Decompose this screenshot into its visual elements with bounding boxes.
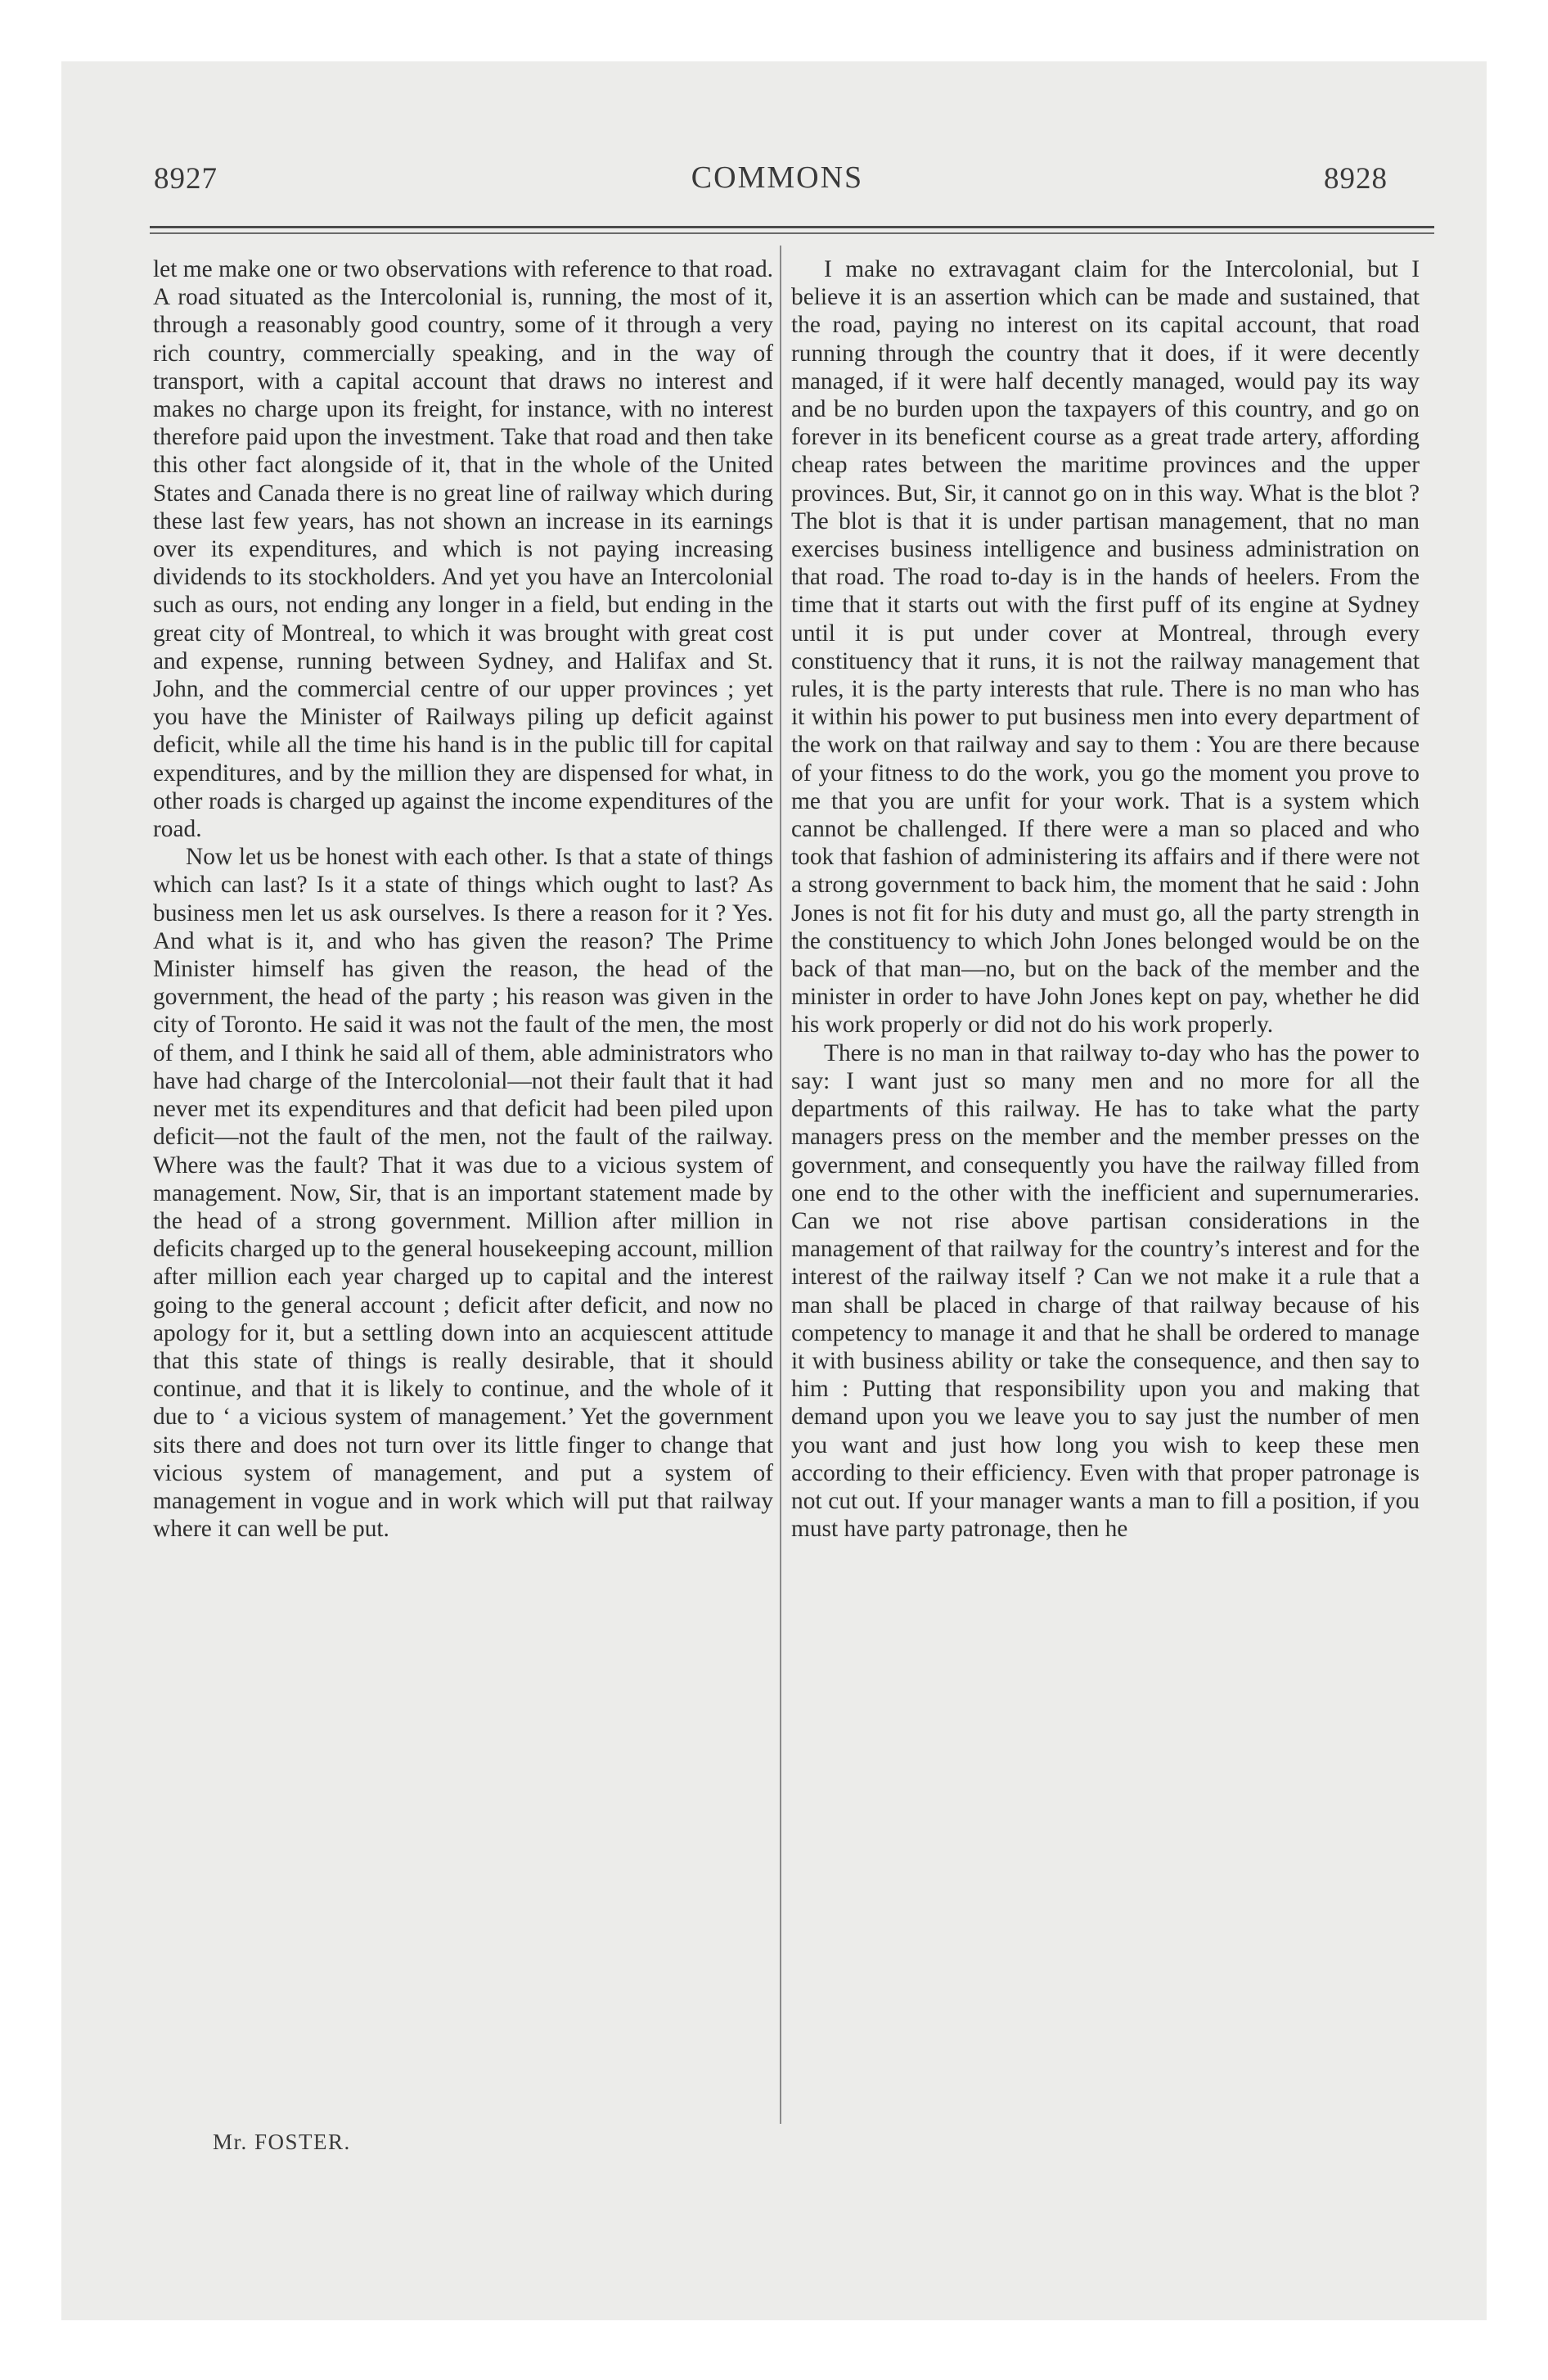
right-paragraph-1: I make no extravagant claim for the Intercolonial, but I believe it is an assertion which can be made and sustained, that the road, paying no interest on its capital account, that road running through the country that it does, if it were decently managed, if it were half decently managed, would pay its way and be no burden upon the taxpayers of this country, and go on forever in its beneficent course as a great trade artery, affording cheap rates between the maritime provinces and the upper provinces. But, Sir, it cannot go on in this way. What is the blot ? The blot is that it is under partisan management, that no man exercises business intelligence and business administration on that road. The road to-day is in the hands of heelers. From the time that it starts out with the first puff of its engine at Sydney until it is put under cover at Montreal, through every constituency that it runs, it is not the railway management that rules, it is the party interests that rule. There is no man who has it within his power to put business men into every department of the work on that railway and say to them : You are there because of your fitness to do the work, you go the moment you prove to me that you are unfit for your work. That is a system which cannot be challenged. If there were a man so placed and who took that fashion of administering its affairs and if there were not a strong government to back him, the moment that he said : John Jones is not fit for his duty and must go, all the party strength in the constituency to which John Jones belonged would be on the back of that man—no, but on the back of the member and the minister in order to have John Jones kept on pay, whether he did his work properly or did not do his work properly.: [791, 256, 1420, 1039]
right-column: [791, 255, 1420, 1543]
running-head-title: COMMONS: [691, 160, 864, 195]
column-divider: [780, 246, 781, 2124]
right-paragraph-2: There is no man in that railway to-day who has the power to say: I want just so many men and no more for all the departments of this railway. He has to take what the party managers press on the member and the member presses on the government, and consequently you have the railway filled from one end to the other with the inefficient and supernumeraries. Can we not rise above partisan considerations in the management of that railway for the country’s interest and for the interest of the railway itself ? Can we not make it a rule that a man shall be placed in charge of that railway because of his competency to manage it and that he shall be ordered to manage it with business ability or take the consequence, and then say to him : Putting that responsibility upon you and making that demand upon you we leave you to say just the number of men you want and just how long you wish to keep these men according to their efficiency. Even with that proper patronage is not cut out. If your manager wants a man to fill a position, if you must have party patronage, then he: [791, 1039, 1420, 1543]
header-rule: [150, 226, 1434, 228]
header-rule-secondary: [150, 232, 1434, 234]
left-paragraph-1: let me make one or two observations with reference to that road. A road situated as the Intercolonial is, running, the most of it, through a reasonably good country, some of it through a very rich country, commercially speaking, and in the way of transport, with a capital account that draws no interest and makes no charge upon its freight, for instance, with no interest therefore paid upon the investment. Take that road and then take this other fact alongside of it, that in the whole of the United States and Canada there is no great line of railway which during these last few years, has not shown an increase in its earnings over its expenditures, and which is not paying increasing dividends to its stockholders. And yet you have an Intercolonial such as ours, not ending any longer in a field, but ending in the great city of Montreal, to which it was brought with great cost and expense, running between Sydney, and Halifax and St. John, and the commercial centre of our upper provinces ; yet you have the Minister of Railways piling up deficit against deficit, while all the time his hand is in the public till for capital expenditures, and by the million they are dispensed for what, in other roads is charged up against the income expenditures of the road.: [153, 256, 773, 843]
speaker-footer: Mr. FOSTER.: [213, 2130, 351, 2154]
left-paragraph-2: Now let us be honest with each other. Is that a state of things which can last? Is it a state of things which ought to last? As business men let us ask ourselves. Is there a reason for it ? Yes. And what is it, and who has given the reason? The Prime Minister himself has given the reason, the head of the government, the head of the party ; his reason was given in the city of Toronto. He said it was not the fault of the men, the most of them, and I think he said all of them, able administrators who have had charge of the Intercolonial—not their fault that it had never met its expenditures and that deficit had been piled upon deficit—not the fault of the men, not the fault of the railway. Where was the fault? That it was due to a vicious system of management. Now, Sir, that is an important statement made by the head of a strong government. Million after million in deficits charged up to the general housekeeping account, million after million each year charged up to capital and the interest going to the general account ; deficit after deficit, and now no apology for it, but a settling down into an acquiescent attitude that this state of things is really desirable, that it should continue, and that it is likely to continue, and the whole of it due to ‘ a vicious system of management.’ Yet the government sits there and does not turn over its little finger to change that vicious system of management, and put a system of management in vogue and in work which will put that railway where it can well be put.: [153, 844, 773, 1543]
left-page-number: 8927: [154, 162, 218, 196]
right-page-number: 8928: [1324, 162, 1388, 196]
left-column: [153, 255, 773, 1543]
